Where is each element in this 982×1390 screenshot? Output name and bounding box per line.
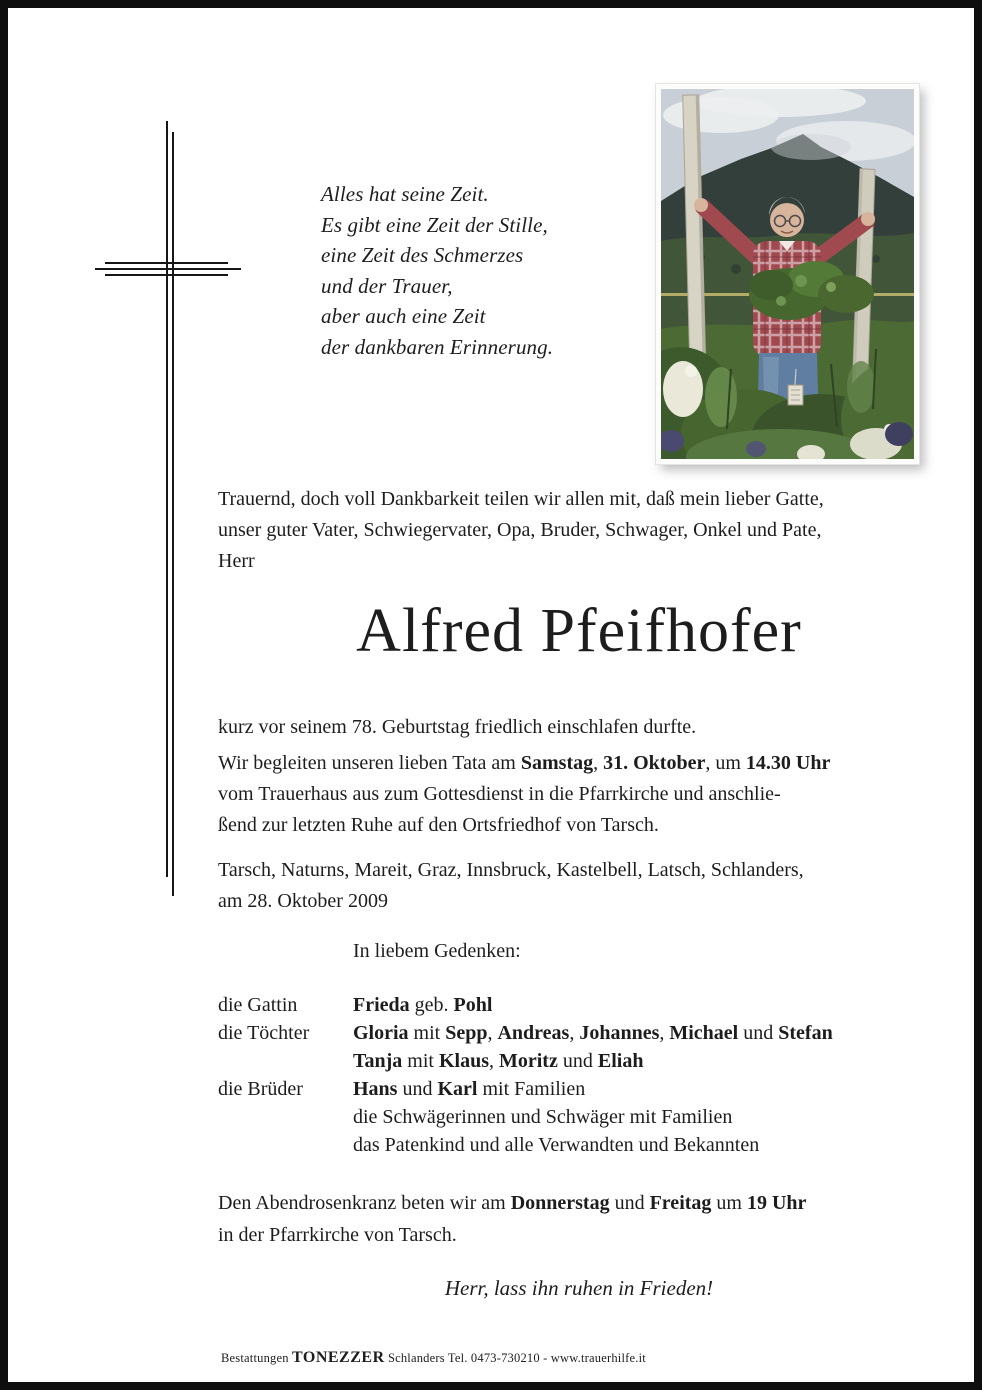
funeral-home-footer: Bestattungen TONEZZER Schlanders Tel. 0473-730210 - www.trauerhilfe.it xyxy=(221,1349,646,1366)
cross-vertical-line-2 xyxy=(172,132,174,896)
family-list xyxy=(218,991,940,1159)
photo-scene xyxy=(661,89,914,459)
places-and-date: Tarsch, Naturns, Mareit, Graz, Innsbruck, Kastelbell, Latsch, Schlanders, am 28. Oktober 2009 xyxy=(218,859,804,912)
funeral-details: Wir begleiten unseren lieben Tata am Samstag, 31. Oktober, um 14.30 Uhr vom Trauerhaus aus zum Gottesdienst in die Pfarrkirche und anschlie- ßend zur letzten Ruhe auf den Ortsfriedhof von Tarsch. xyxy=(218,752,831,836)
family-relation-label: die Töchter xyxy=(218,1022,310,1044)
deceased-photo xyxy=(656,84,919,464)
announcement-intro: Trauernd, doch voll Dankbarkeit teilen wir allen mit, daß mein lieber Gatte, unser guter Vater, Schwiegervater, Opa, Bruder, Schwager, Onkel und Pate, Herr xyxy=(218,488,824,572)
family-relation-label: die Brüder xyxy=(218,1078,303,1100)
closing-prayer: Herr, lass ihn ruhen in Frieden! xyxy=(444,1276,714,1300)
deceased-name: Alfred Pfeifhofer xyxy=(356,597,802,665)
photo-mist xyxy=(771,134,851,160)
remembrance-heading: In liebem Gedenken: xyxy=(353,940,521,962)
family-relation-label: die Gattin xyxy=(218,994,298,1016)
family-names: Hans und Karl mit Familien die Schwägerinnen und Schwäger mit Familien das Patenkind und alle Verwandten und Bekannten xyxy=(353,1078,760,1156)
family-row-brothers xyxy=(218,1075,940,1159)
cross-horizontal-line-3 xyxy=(105,274,228,276)
cross-horizontal-line-1 xyxy=(105,262,228,264)
family-names: Gloria mit Sepp, Andreas, Johannes, Michael und Stefan Tanja mit Klaus, Moritz und Eliah xyxy=(353,1022,833,1072)
cross-horizontal-line-2 xyxy=(95,268,241,270)
death-circumstance-line: kurz vor seinem 78. Geburtstag friedlich einschlafen durfte. xyxy=(218,716,697,738)
rosary-announcement: Den Abendrosenkranz beten wir am Donnerstag und Freitag um 19 Uhr in der Pfarrkirche von Tarsch. xyxy=(218,1192,807,1246)
family-row-daughters xyxy=(218,1019,940,1075)
man-right-hand xyxy=(861,212,875,226)
family-names: Frieda geb. Pohl xyxy=(353,994,493,1016)
cross-vertical-line-1 xyxy=(166,121,168,877)
man-left-hand xyxy=(694,198,708,212)
memorial-poem: Alles hat seine Zeit. Es gibt eine Zeit der Stille, eine Zeit des Schmerzes und der Trauer, aber auch eine Zeit der dankbaren Erinnerung. xyxy=(321,182,554,359)
family-row-wife xyxy=(218,991,940,1019)
